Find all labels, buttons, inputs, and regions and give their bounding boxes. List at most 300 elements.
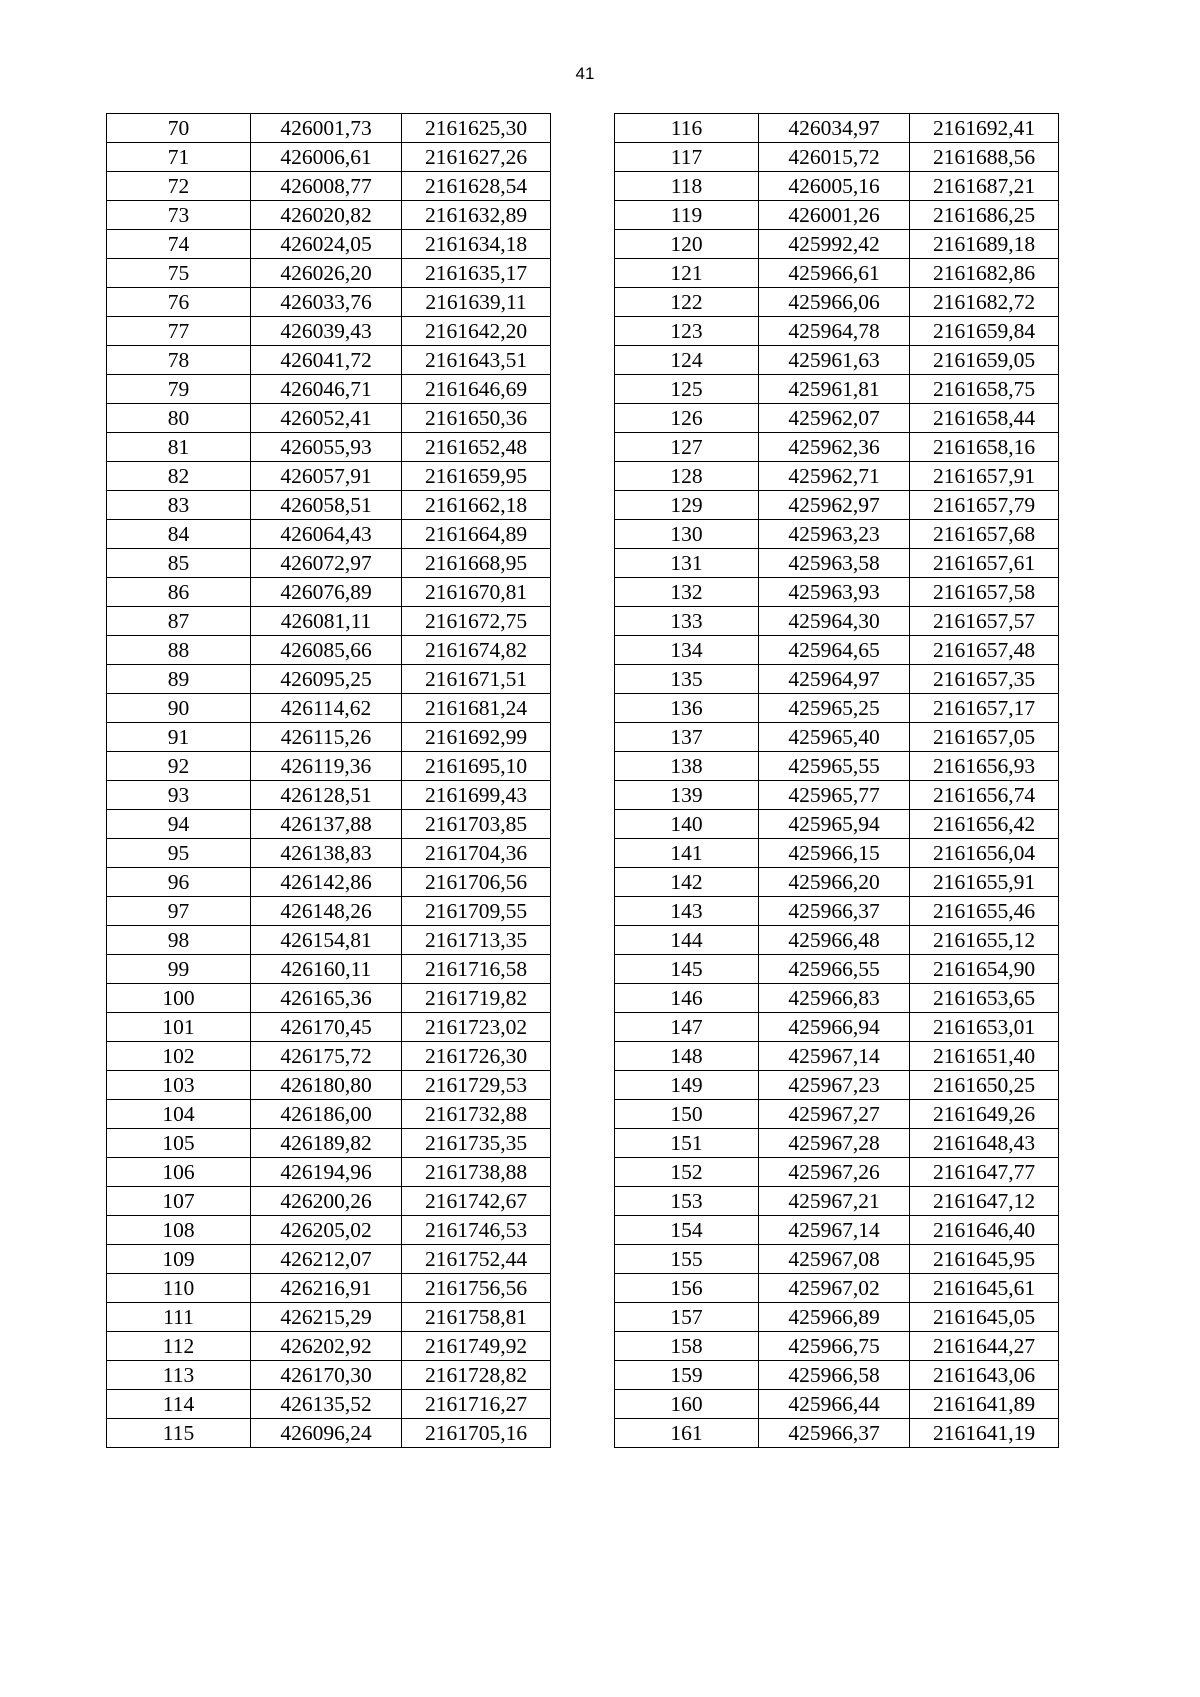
- y-coordinate-cell: 2161658,16: [910, 433, 1059, 462]
- table-row: [615, 549, 1059, 578]
- x-coordinate-cell: 426058,51: [251, 491, 402, 520]
- y-coordinate-cell: 2161686,25: [910, 201, 1059, 230]
- point-number-cell: 121: [615, 259, 759, 288]
- table-row: [107, 375, 551, 404]
- point-number-cell: 153: [615, 1187, 759, 1216]
- table-row: [107, 955, 551, 984]
- point-number-cell: 148: [615, 1042, 759, 1071]
- y-coordinate-cell: 2161627,26: [402, 143, 551, 172]
- y-coordinate-cell: 2161649,26: [910, 1100, 1059, 1129]
- y-coordinate-cell: 2161653,01: [910, 1013, 1059, 1042]
- point-number-cell: 71: [107, 143, 251, 172]
- y-coordinate-cell: 2161682,72: [910, 288, 1059, 317]
- table-row: [615, 1071, 1059, 1100]
- table-row: [615, 781, 1059, 810]
- y-coordinate-cell: 2161645,95: [910, 1245, 1059, 1274]
- table-row: [615, 1013, 1059, 1042]
- table-row: [107, 1245, 551, 1274]
- table-row: [615, 607, 1059, 636]
- point-number-cell: 138: [615, 752, 759, 781]
- point-number-cell: 110: [107, 1274, 251, 1303]
- y-coordinate-cell: 2161664,89: [402, 520, 551, 549]
- point-number-cell: 124: [615, 346, 759, 375]
- y-coordinate-cell: 2161729,53: [402, 1071, 551, 1100]
- table-row: [107, 1187, 551, 1216]
- x-coordinate-cell: 426186,00: [251, 1100, 402, 1129]
- table-row: [615, 926, 1059, 955]
- table-row: [615, 201, 1059, 230]
- x-coordinate-cell: 425965,25: [759, 694, 910, 723]
- point-number-cell: 93: [107, 781, 251, 810]
- point-number-cell: 88: [107, 636, 251, 665]
- y-coordinate-cell: 2161657,58: [910, 578, 1059, 607]
- x-coordinate-cell: 425966,55: [759, 955, 910, 984]
- x-coordinate-cell: 426212,07: [251, 1245, 402, 1274]
- table-row: [615, 1361, 1059, 1390]
- x-coordinate-cell: 426064,43: [251, 520, 402, 549]
- table-row: [107, 520, 551, 549]
- point-number-cell: 145: [615, 955, 759, 984]
- point-number-cell: 157: [615, 1303, 759, 1332]
- point-number-cell: 146: [615, 984, 759, 1013]
- y-coordinate-cell: 2161659,05: [910, 346, 1059, 375]
- y-coordinate-cell: 2161651,40: [910, 1042, 1059, 1071]
- table-row: [615, 665, 1059, 694]
- y-coordinate-cell: 2161647,77: [910, 1158, 1059, 1187]
- table-row: [615, 636, 1059, 665]
- y-coordinate-cell: 2161695,10: [402, 752, 551, 781]
- table-row: [615, 1129, 1059, 1158]
- y-coordinate-cell: 2161646,69: [402, 375, 551, 404]
- x-coordinate-cell: 426180,80: [251, 1071, 402, 1100]
- table-row: [107, 317, 551, 346]
- point-number-cell: 86: [107, 578, 251, 607]
- point-number-cell: 74: [107, 230, 251, 259]
- y-coordinate-cell: 2161642,20: [402, 317, 551, 346]
- point-number-cell: 91: [107, 723, 251, 752]
- table-row: [107, 1042, 551, 1071]
- table-row: [107, 810, 551, 839]
- point-number-cell: 123: [615, 317, 759, 346]
- point-number-cell: 81: [107, 433, 251, 462]
- x-coordinate-cell: 426115,26: [251, 723, 402, 752]
- x-coordinate-cell: 425966,61: [759, 259, 910, 288]
- y-coordinate-cell: 2161749,92: [402, 1332, 551, 1361]
- x-coordinate-cell: 425966,83: [759, 984, 910, 1013]
- table-row: [107, 665, 551, 694]
- y-coordinate-cell: 2161742,67: [402, 1187, 551, 1216]
- point-number-cell: 90: [107, 694, 251, 723]
- y-coordinate-cell: 2161641,19: [910, 1419, 1059, 1448]
- point-number-cell: 144: [615, 926, 759, 955]
- y-coordinate-cell: 2161656,74: [910, 781, 1059, 810]
- point-number-cell: 149: [615, 1071, 759, 1100]
- table-row: [107, 926, 551, 955]
- table-row: [107, 114, 551, 143]
- y-coordinate-cell: 2161704,36: [402, 839, 551, 868]
- table-row: [615, 1303, 1059, 1332]
- table-row: [107, 404, 551, 433]
- y-coordinate-cell: 2161709,55: [402, 897, 551, 926]
- point-number-cell: 80: [107, 404, 251, 433]
- table-row: [107, 1419, 551, 1448]
- table-row: [615, 288, 1059, 317]
- point-number-cell: 134: [615, 636, 759, 665]
- point-number-cell: 107: [107, 1187, 251, 1216]
- y-coordinate-cell: 2161706,56: [402, 868, 551, 897]
- x-coordinate-cell: 426008,77: [251, 172, 402, 201]
- y-coordinate-cell: 2161645,05: [910, 1303, 1059, 1332]
- x-coordinate-cell: 426194,96: [251, 1158, 402, 1187]
- y-coordinate-cell: 2161658,75: [910, 375, 1059, 404]
- x-coordinate-cell: 425967,27: [759, 1100, 910, 1129]
- point-number-cell: 87: [107, 607, 251, 636]
- table-row: [615, 259, 1059, 288]
- point-number-cell: 129: [615, 491, 759, 520]
- y-coordinate-cell: 2161735,35: [402, 1129, 551, 1158]
- x-coordinate-cell: 425966,37: [759, 897, 910, 926]
- y-coordinate-cell: 2161699,43: [402, 781, 551, 810]
- point-number-cell: 133: [615, 607, 759, 636]
- table-row: [107, 781, 551, 810]
- x-coordinate-cell: 426034,97: [759, 114, 910, 143]
- y-coordinate-cell: 2161758,81: [402, 1303, 551, 1332]
- x-coordinate-cell: 426142,86: [251, 868, 402, 897]
- point-number-cell: 114: [107, 1390, 251, 1419]
- table-row: [107, 1100, 551, 1129]
- x-coordinate-cell: 426165,36: [251, 984, 402, 1013]
- x-coordinate-cell: 426020,82: [251, 201, 402, 230]
- x-coordinate-cell: 425963,93: [759, 578, 910, 607]
- y-coordinate-cell: 2161656,42: [910, 810, 1059, 839]
- x-coordinate-cell: 426175,72: [251, 1042, 402, 1071]
- y-coordinate-cell: 2161657,91: [910, 462, 1059, 491]
- x-coordinate-cell: 426041,72: [251, 346, 402, 375]
- point-number-cell: 140: [615, 810, 759, 839]
- y-coordinate-cell: 2161655,12: [910, 926, 1059, 955]
- table-row: [107, 346, 551, 375]
- table-row: [615, 694, 1059, 723]
- table-row: [107, 578, 551, 607]
- x-coordinate-cell: 426215,29: [251, 1303, 402, 1332]
- y-coordinate-cell: 2161688,56: [910, 143, 1059, 172]
- x-coordinate-cell: 426001,73: [251, 114, 402, 143]
- y-coordinate-cell: 2161655,91: [910, 868, 1059, 897]
- table-row: [107, 172, 551, 201]
- x-coordinate-cell: 426005,16: [759, 172, 910, 201]
- y-coordinate-cell: 2161657,68: [910, 520, 1059, 549]
- x-coordinate-cell: 425965,94: [759, 810, 910, 839]
- page-number: 41: [575, 64, 595, 83]
- table-row: [615, 723, 1059, 752]
- point-number-cell: 147: [615, 1013, 759, 1042]
- table-row: [615, 1187, 1059, 1216]
- y-coordinate-cell: 2161746,53: [402, 1216, 551, 1245]
- x-coordinate-cell: 425967,02: [759, 1274, 910, 1303]
- x-coordinate-cell: 426160,11: [251, 955, 402, 984]
- y-coordinate-cell: 2161716,27: [402, 1390, 551, 1419]
- point-number-cell: 95: [107, 839, 251, 868]
- x-coordinate-cell: 426033,76: [251, 288, 402, 317]
- x-coordinate-cell: 426148,26: [251, 897, 402, 926]
- x-coordinate-cell: 426026,20: [251, 259, 402, 288]
- y-coordinate-cell: 2161657,05: [910, 723, 1059, 752]
- point-number-cell: 116: [615, 114, 759, 143]
- point-number-cell: 115: [107, 1419, 251, 1448]
- table-row: [615, 1390, 1059, 1419]
- table-row: [615, 1158, 1059, 1187]
- point-number-cell: 75: [107, 259, 251, 288]
- point-number-cell: 126: [615, 404, 759, 433]
- y-coordinate-cell: 2161732,88: [402, 1100, 551, 1129]
- table-row: [615, 520, 1059, 549]
- x-coordinate-cell: 425965,77: [759, 781, 910, 810]
- y-coordinate-cell: 2161635,17: [402, 259, 551, 288]
- y-coordinate-cell: 2161713,35: [402, 926, 551, 955]
- x-coordinate-cell: 426189,82: [251, 1129, 402, 1158]
- x-coordinate-cell: 425963,23: [759, 520, 910, 549]
- x-coordinate-cell: 426095,25: [251, 665, 402, 694]
- y-coordinate-cell: 2161668,95: [402, 549, 551, 578]
- coordinates-table-left-body: [107, 114, 551, 1448]
- x-coordinate-cell: 425964,30: [759, 607, 910, 636]
- coordinates-table-right-body: [615, 114, 1059, 1448]
- y-coordinate-cell: 2161644,27: [910, 1332, 1059, 1361]
- table-row: [615, 897, 1059, 926]
- point-number-cell: 156: [615, 1274, 759, 1303]
- x-coordinate-cell: 425966,94: [759, 1013, 910, 1042]
- x-coordinate-cell: 425961,63: [759, 346, 910, 375]
- x-coordinate-cell: 425964,65: [759, 636, 910, 665]
- coordinates-table-left: [106, 113, 551, 1448]
- table-row: [107, 723, 551, 752]
- point-number-cell: 76: [107, 288, 251, 317]
- y-coordinate-cell: 2161716,58: [402, 955, 551, 984]
- y-coordinate-cell: 2161703,85: [402, 810, 551, 839]
- y-coordinate-cell: 2161723,02: [402, 1013, 551, 1042]
- table-row: [107, 1303, 551, 1332]
- point-number-cell: 136: [615, 694, 759, 723]
- y-coordinate-cell: 2161650,36: [402, 404, 551, 433]
- x-coordinate-cell: 425965,40: [759, 723, 910, 752]
- point-number-cell: 159: [615, 1361, 759, 1390]
- x-coordinate-cell: 426096,24: [251, 1419, 402, 1448]
- table-row: [615, 1042, 1059, 1071]
- point-number-cell: 94: [107, 810, 251, 839]
- table-row: [107, 1390, 551, 1419]
- x-coordinate-cell: 426039,43: [251, 317, 402, 346]
- x-coordinate-cell: 426138,83: [251, 839, 402, 868]
- point-number-cell: 125: [615, 375, 759, 404]
- point-number-cell: 137: [615, 723, 759, 752]
- table-row: [615, 752, 1059, 781]
- table-row: [615, 404, 1059, 433]
- x-coordinate-cell: 426046,71: [251, 375, 402, 404]
- y-coordinate-cell: 2161674,82: [402, 636, 551, 665]
- x-coordinate-cell: 425966,15: [759, 839, 910, 868]
- point-number-cell: 122: [615, 288, 759, 317]
- table-row: [107, 143, 551, 172]
- point-number-cell: 102: [107, 1042, 251, 1071]
- x-coordinate-cell: 425966,37: [759, 1419, 910, 1448]
- y-coordinate-cell: 2161648,43: [910, 1129, 1059, 1158]
- y-coordinate-cell: 2161672,75: [402, 607, 551, 636]
- point-number-cell: 128: [615, 462, 759, 491]
- y-coordinate-cell: 2161646,40: [910, 1216, 1059, 1245]
- x-coordinate-cell: 425967,14: [759, 1042, 910, 1071]
- x-coordinate-cell: 426006,61: [251, 143, 402, 172]
- y-coordinate-cell: 2161654,90: [910, 955, 1059, 984]
- x-coordinate-cell: 425966,06: [759, 288, 910, 317]
- table-row: [107, 201, 551, 230]
- x-coordinate-cell: 426154,81: [251, 926, 402, 955]
- y-coordinate-cell: 2161670,81: [402, 578, 551, 607]
- x-coordinate-cell: 426216,91: [251, 1274, 402, 1303]
- y-coordinate-cell: 2161692,99: [402, 723, 551, 752]
- x-coordinate-cell: 426081,11: [251, 607, 402, 636]
- table-row: [107, 1129, 551, 1158]
- x-coordinate-cell: 425967,14: [759, 1216, 910, 1245]
- table-row: [615, 346, 1059, 375]
- table-row: [107, 752, 551, 781]
- x-coordinate-cell: 425966,44: [759, 1390, 910, 1419]
- table-row: [107, 694, 551, 723]
- table-row: [107, 259, 551, 288]
- point-number-cell: 113: [107, 1361, 251, 1390]
- y-coordinate-cell: 2161632,89: [402, 201, 551, 230]
- point-number-cell: 109: [107, 1245, 251, 1274]
- point-number-cell: 150: [615, 1100, 759, 1129]
- point-number-cell: 92: [107, 752, 251, 781]
- point-number-cell: 141: [615, 839, 759, 868]
- y-coordinate-cell: 2161643,06: [910, 1361, 1059, 1390]
- point-number-cell: 151: [615, 1129, 759, 1158]
- x-coordinate-cell: 425963,58: [759, 549, 910, 578]
- x-coordinate-cell: 426015,72: [759, 143, 910, 172]
- point-number-cell: 161: [615, 1419, 759, 1448]
- y-coordinate-cell: 2161662,18: [402, 491, 551, 520]
- x-coordinate-cell: 425966,20: [759, 868, 910, 897]
- x-coordinate-cell: 426052,41: [251, 404, 402, 433]
- table-row: [107, 549, 551, 578]
- y-coordinate-cell: 2161652,48: [402, 433, 551, 462]
- x-coordinate-cell: 425962,07: [759, 404, 910, 433]
- point-number-cell: 152: [615, 1158, 759, 1187]
- x-coordinate-cell: 425965,55: [759, 752, 910, 781]
- point-number-cell: 79: [107, 375, 251, 404]
- point-number-cell: 119: [615, 201, 759, 230]
- table-row: [107, 1071, 551, 1100]
- y-coordinate-cell: 2161650,25: [910, 1071, 1059, 1100]
- point-number-cell: 158: [615, 1332, 759, 1361]
- y-coordinate-cell: 2161687,21: [910, 172, 1059, 201]
- point-number-cell: 132: [615, 578, 759, 607]
- table-row: [107, 897, 551, 926]
- y-coordinate-cell: 2161689,18: [910, 230, 1059, 259]
- x-coordinate-cell: 425962,36: [759, 433, 910, 462]
- point-number-cell: 84: [107, 520, 251, 549]
- x-coordinate-cell: 426057,91: [251, 462, 402, 491]
- point-number-cell: 131: [615, 549, 759, 578]
- y-coordinate-cell: 2161738,88: [402, 1158, 551, 1187]
- x-coordinate-cell: 426055,93: [251, 433, 402, 462]
- y-coordinate-cell: 2161657,57: [910, 607, 1059, 636]
- y-coordinate-cell: 2161657,79: [910, 491, 1059, 520]
- table-row: [615, 1419, 1059, 1448]
- table-row: [615, 1332, 1059, 1361]
- point-number-cell: 142: [615, 868, 759, 897]
- table-row: [107, 839, 551, 868]
- y-coordinate-cell: 2161634,18: [402, 230, 551, 259]
- table-row: [615, 375, 1059, 404]
- point-number-cell: 117: [615, 143, 759, 172]
- y-coordinate-cell: 2161645,61: [910, 1274, 1059, 1303]
- y-coordinate-cell: 2161657,35: [910, 665, 1059, 694]
- y-coordinate-cell: 2161647,12: [910, 1187, 1059, 1216]
- table-row: [615, 955, 1059, 984]
- y-coordinate-cell: 2161726,30: [402, 1042, 551, 1071]
- table-row: [615, 143, 1059, 172]
- y-coordinate-cell: 2161658,44: [910, 404, 1059, 433]
- x-coordinate-cell: 426137,88: [251, 810, 402, 839]
- point-number-cell: 72: [107, 172, 251, 201]
- y-coordinate-cell: 2161657,48: [910, 636, 1059, 665]
- table-row: [107, 462, 551, 491]
- point-number-cell: 96: [107, 868, 251, 897]
- x-coordinate-cell: 426170,45: [251, 1013, 402, 1042]
- table-row: [107, 1332, 551, 1361]
- point-number-cell: 85: [107, 549, 251, 578]
- y-coordinate-cell: 2161641,89: [910, 1390, 1059, 1419]
- y-coordinate-cell: 2161657,17: [910, 694, 1059, 723]
- y-coordinate-cell: 2161653,65: [910, 984, 1059, 1013]
- y-coordinate-cell: 2161625,30: [402, 114, 551, 143]
- x-coordinate-cell: 426072,97: [251, 549, 402, 578]
- x-coordinate-cell: 426076,89: [251, 578, 402, 607]
- table-row: [615, 578, 1059, 607]
- point-number-cell: 83: [107, 491, 251, 520]
- point-number-cell: 100: [107, 984, 251, 1013]
- y-coordinate-cell: 2161756,56: [402, 1274, 551, 1303]
- point-number-cell: 98: [107, 926, 251, 955]
- x-coordinate-cell: 425967,23: [759, 1071, 910, 1100]
- table-row: [107, 1274, 551, 1303]
- table-row: [615, 1245, 1059, 1274]
- table-row: [615, 462, 1059, 491]
- y-coordinate-cell: 2161671,51: [402, 665, 551, 694]
- y-coordinate-cell: 2161659,95: [402, 462, 551, 491]
- table-row: [107, 288, 551, 317]
- y-coordinate-cell: 2161705,16: [402, 1419, 551, 1448]
- x-coordinate-cell: 426114,62: [251, 694, 402, 723]
- point-number-cell: 101: [107, 1013, 251, 1042]
- y-coordinate-cell: 2161719,82: [402, 984, 551, 1013]
- x-coordinate-cell: 425992,42: [759, 230, 910, 259]
- y-coordinate-cell: 2161628,54: [402, 172, 551, 201]
- x-coordinate-cell: 425966,48: [759, 926, 910, 955]
- point-number-cell: 73: [107, 201, 251, 230]
- y-coordinate-cell: 2161681,24: [402, 694, 551, 723]
- x-coordinate-cell: 426135,52: [251, 1390, 402, 1419]
- y-coordinate-cell: 2161752,44: [402, 1245, 551, 1274]
- y-coordinate-cell: 2161682,86: [910, 259, 1059, 288]
- table-row: [107, 607, 551, 636]
- y-coordinate-cell: 2161659,84: [910, 317, 1059, 346]
- x-coordinate-cell: 426202,92: [251, 1332, 402, 1361]
- point-number-cell: 103: [107, 1071, 251, 1100]
- x-coordinate-cell: 426001,26: [759, 201, 910, 230]
- x-coordinate-cell: 425962,71: [759, 462, 910, 491]
